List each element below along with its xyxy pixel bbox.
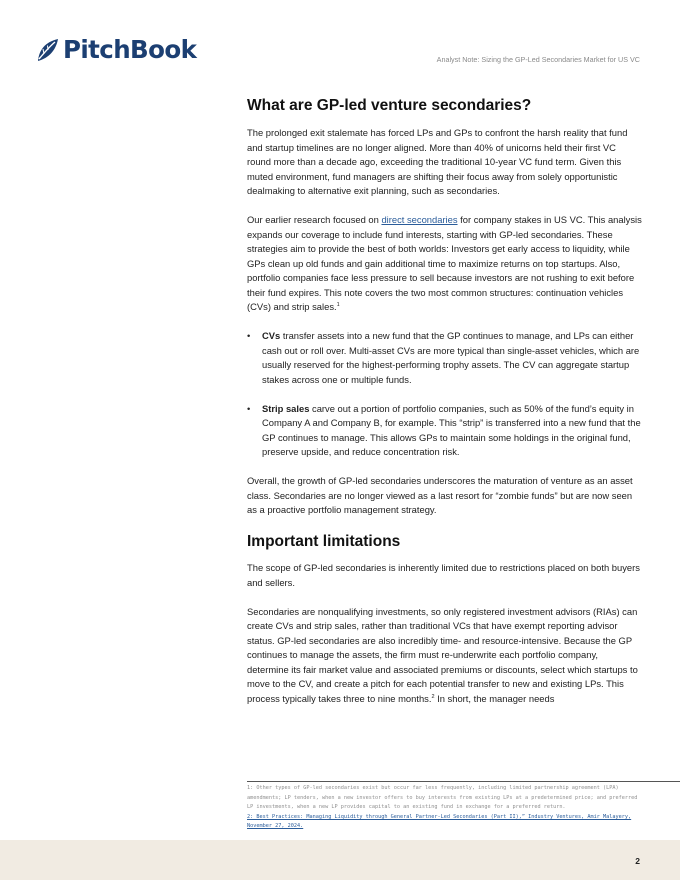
structures-list: [247, 329, 642, 460]
paragraph: Overall, the growth of GP-led secondaries underscores the maturation of venture as an asset class. Secondaries are no longer viewed as a last resort for “zombie funds” but are now seen as a proactive portfolio management strategy.: [247, 475, 633, 515]
bullet-term: Strip sales: [262, 402, 310, 414]
list-item: [247, 329, 642, 387]
bullet-text: carve out a portion of portfolio companies, such as 50% of the fund’s equity in Company A and Company B, for example. This “strip” is transferred into a new fund that the GP continues to manage. This allows GPs to maintain some holdings in the original fund, preserve upside, and reduce concentration risk.: [262, 402, 641, 457]
list-item: [247, 402, 642, 460]
page-number: 2: [635, 856, 640, 866]
footnote-1: 1: Other types of GP-led secondaries exist but occur far less frequently, including limited partnership agreement (LPA) amendments; LP tenders, when a new investor offers to buy interests from existing LPs at a predetermined price; and preferred LP investments, when a new LP provides capital to an existing fund in exchange for a preferred return.: [247, 785, 638, 811]
paragraph-text: Secondaries are nonqualifying investments, so only registered investment advisors (RIAs) can create CVs and strip sales, rather than traditional VCs that have exempt reporting advisor status. GP-led secondaries are also incredibly time- and resource-intensive. Because the GP continues to manage the assets, the firm must re-underwrite each portfolio company, determine its fair market value and associated premiums or discounts, select which startups to move to the CV, and create a pitch for each potential transfer to new and existing LPs. This process typically takes three to nine months.: [247, 605, 638, 704]
paragraph: [247, 605, 642, 707]
section-heading-gp-led: What are GP-led venture secondaries?: [247, 97, 532, 114]
bullet-text: transfer assets into a new fund that the GP continues to manage, and LPs can either cash out or roll over. Multi-asset CVs are more typical than single-asset vehicles, which are usually reserved for the highest-performing trophy assets. The CV can aggregate startup stakes across one or multiple funds.: [262, 330, 640, 385]
footnote-2-link[interactable]: 2: Best Practices: Managing Liquidity through General Partner-Led Secondaries (Part II),” Industry Ventures, Amir Malayery, November 27, 2024.: [247, 813, 632, 830]
footnotes: [247, 781, 680, 832]
bullet-dot: •: [247, 402, 251, 414]
paragraph: [247, 213, 642, 315]
logo-text: PitchBook: [63, 35, 197, 64]
direct-secondaries-link[interactable]: direct secondaries: [381, 214, 458, 225]
paragraph-text: for company stakes in US VC. This analysis expands our coverage to include fund interests, starting with GP-led secondaries. These strategies aim to provide the best of both worlds: Investors get early access to liquidity, while GPs clean up old funds and gain additional time to maximize returns on top startups. Also, portfolio companies face less pressure to sell because investors are not rushing to exit before their fund expires. This note covers the two most common structures: continuation vehicles (CVs) and strip sales.: [247, 214, 642, 312]
footnote-ref-1[interactable]: 1: [336, 301, 340, 308]
paragraph-text: In short, the manager needs: [434, 692, 555, 704]
paragraph-text: Our earlier research focused on: [247, 214, 382, 225]
main-content: [247, 96, 642, 721]
paragraph: The prolonged exit stalemate has forced LPs and GPs to confront the harsh reality that fund and startup timelines are no longer aligned. More than 40% of unicorns held their first VC round more than a decade ago, exceeding the traditional 10-year VC fund term. Given this muted environment, fund managers are shifting their focus away from solely opportunistic dealmaking to alternative exit planning, such as secondaries.: [247, 127, 628, 196]
bullet-term: CVs: [262, 330, 281, 341]
pitchbook-logo[interactable]: [35, 36, 196, 64]
footnote-ref-2[interactable]: 2: [431, 693, 435, 700]
bullet-dot: •: [247, 330, 251, 341]
footer-band: [0, 840, 680, 880]
section-heading-limitations: Important limitations: [247, 533, 401, 550]
header-note-title: Analyst Note: Sizing the GP-Led Secondaries Market for US VC: [436, 55, 640, 64]
paragraph: The scope of GP-led secondaries is inherently limited due to restrictions placed on both buyers and sellers.: [247, 562, 640, 588]
pitchbook-leaf-icon: [35, 37, 61, 63]
